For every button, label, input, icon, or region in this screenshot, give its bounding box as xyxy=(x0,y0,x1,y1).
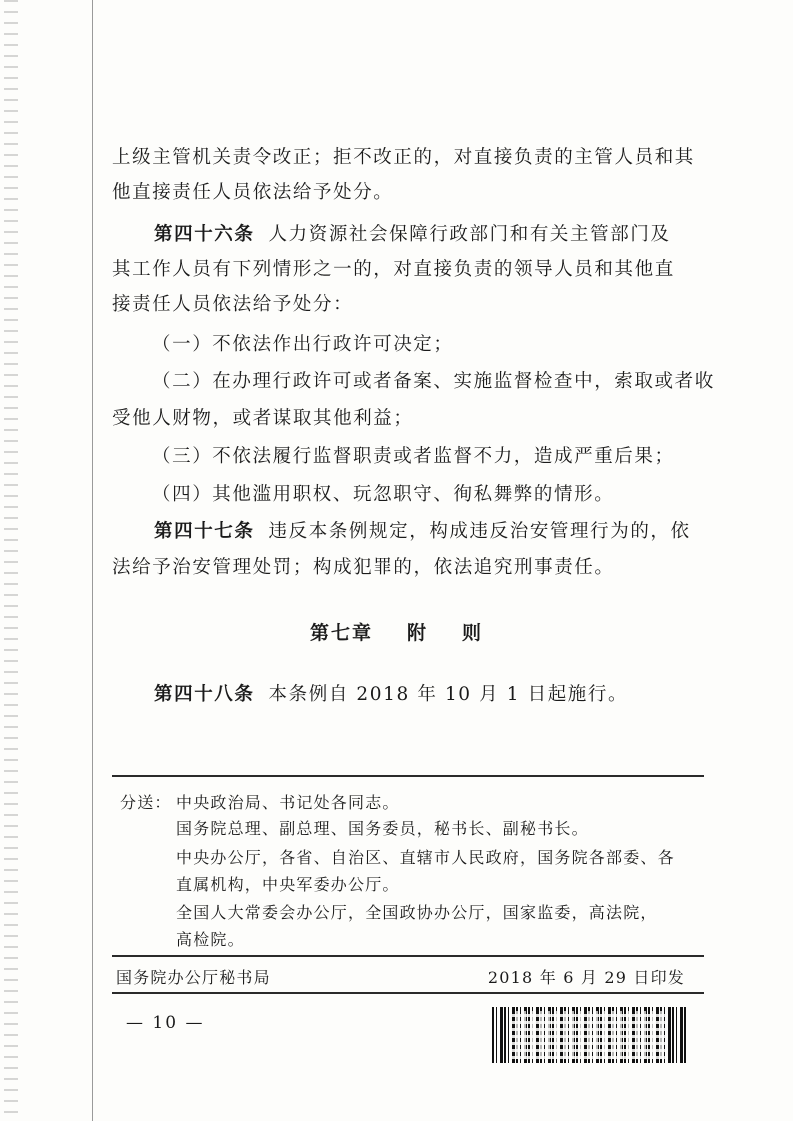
body-line: 受他人财物，或者谋取其他利益； xyxy=(112,408,414,429)
distribution-line: 国务院总理、副总理、国务委员，秘书长、副秘书长。 xyxy=(176,819,589,838)
article-46 xyxy=(154,220,714,246)
article-48 xyxy=(154,680,714,706)
distribution-line: 高检院。 xyxy=(176,930,245,949)
article-46-text: 人力资源社会保障行政部门和有关主管部门及 xyxy=(268,224,671,245)
article-47-label: 第四十七条 xyxy=(154,521,255,542)
barcode-icon xyxy=(492,1007,687,1063)
list-item: （二）在办理行政许可或者备案、实施监督检查中，索取或者收 xyxy=(152,371,715,392)
distribution-top-rule xyxy=(112,775,704,777)
page-number: — 10 — xyxy=(126,1013,205,1033)
body-line: 他直接责任人员依法给予处分。 xyxy=(112,182,394,203)
distribution-line: 中央政治局、书记处各同志。 xyxy=(176,793,400,812)
distribution-label: 分送： xyxy=(120,793,172,812)
footer-bottom-rule xyxy=(112,992,704,994)
distribution-line: 中央办公厅，各省、自治区、直辖市人民政府，国务院各部委、各 xyxy=(176,848,675,867)
issue-date: 2018 年 6 月 29 日印发 xyxy=(487,968,685,987)
binding-hole-marks xyxy=(4,0,18,1121)
body-line: 其工作人员有下列情形之一的，对直接负责的领导人员和其他直 xyxy=(112,259,675,280)
article-48-text: 本条例自 2018 年 10 月 1 日起施行。 xyxy=(268,684,629,705)
list-item: （三）不依法履行监督职责或者监督不力，造成严重后果； xyxy=(152,446,675,467)
article-47-text: 违反本条例规定，构成违反治安管理行为的，依 xyxy=(268,521,691,542)
body-line: 法给予治安管理处罚；构成犯罪的，依法追究刑事责任。 xyxy=(112,557,615,578)
article-46-label: 第四十六条 xyxy=(154,224,255,245)
distribution-line: 全国人大常委会办公厅，全国政协办公厅，国家监委，高法院， xyxy=(176,903,658,922)
article-47 xyxy=(154,517,714,543)
body-line: 接责任人员依法给予处分： xyxy=(112,294,354,315)
footer-top-rule xyxy=(112,955,704,957)
article-48-label: 第四十八条 xyxy=(154,684,255,705)
issuer: 国务院办公厅秘书局 xyxy=(116,968,271,987)
binding-margin-line xyxy=(92,0,93,1121)
chapter-heading: 第七章 附 则 xyxy=(309,622,484,644)
distribution-line: 直属机构，中央军委办公厅。 xyxy=(176,875,400,894)
list-item: （一）不依法作出行政许可决定； xyxy=(152,334,454,355)
body-line: 上级主管机关责令改正；拒不改正的，对直接负责的主管人员和其 xyxy=(112,147,695,168)
list-item: （四）其他滥用职权、玩忽职守、徇私舞弊的情形。 xyxy=(152,484,615,505)
